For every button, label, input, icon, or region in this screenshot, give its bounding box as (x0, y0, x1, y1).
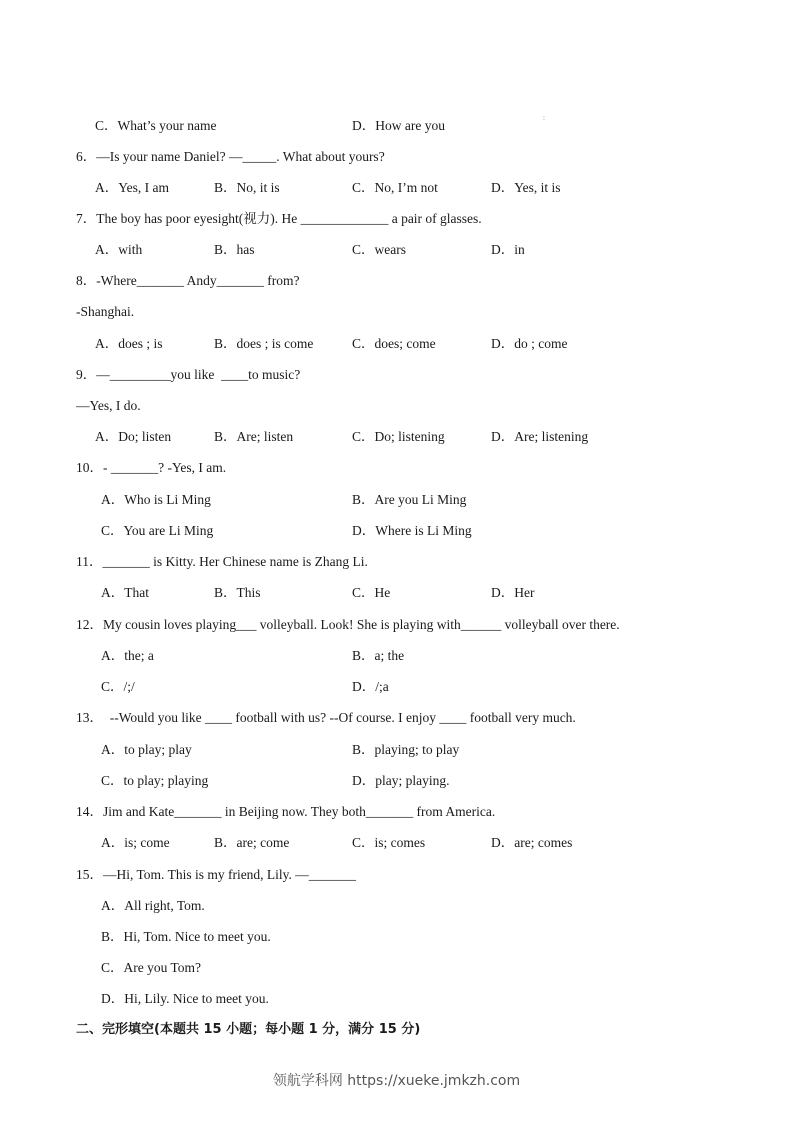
q13-option-a: A．to play; play (101, 742, 192, 757)
q5-option-c: C．What’s your name (95, 118, 217, 133)
footer-watermark: 领航学科网 https://xueke.jmkzh.com (272, 1073, 521, 1089)
q14-option-c: C．is; comes (352, 835, 426, 850)
q14-option-b: B．are; come (214, 835, 290, 850)
q6-option-d: D．Yes, it is (491, 180, 561, 195)
q15-option-d: D．Hi, Lily. Nice to meet you. (101, 991, 269, 1006)
q8-option-b: B．does ; is come (214, 336, 314, 351)
q9-answer-line: —Yes, I do. (76, 398, 141, 413)
q7-option-d: D．in (491, 242, 525, 257)
q6-option-c: C．No, I’m not (352, 180, 438, 195)
q8-option-c: C．does; come (352, 336, 436, 351)
q10-option-d: D．Where is Li Ming (352, 523, 472, 538)
q15-option-c: C．Are you Tom? (101, 960, 202, 975)
q11-option-b: B．This (214, 585, 261, 600)
q9-option-a: A．Do; listen (95, 429, 172, 444)
q12-option-c: C．/;/ (101, 679, 135, 694)
q9-option-c: C．Do; listening (352, 429, 445, 444)
section-2-heading: 二、完形填空(本题共 15 小题；每小题 1 分，满分 15 分) (76, 1022, 421, 1037)
q8-option-a: A．does ; is (95, 336, 163, 351)
q14-option-a: A．is; come (101, 835, 170, 850)
corner-mark: : (543, 114, 545, 122)
q8-stem: 8．-Where_______ Andy_______ from? (76, 273, 300, 288)
q10-option-a: A．Who is Li Ming (101, 492, 211, 507)
q7-option-a: A．with (95, 242, 143, 257)
q13-stem: 13． --Would you like ____ football with us? --Of course. I enjoy ____ football very much. (76, 710, 576, 725)
q10-stem: 10．- _______? -Yes, I am. (76, 460, 227, 475)
q11-stem: 11．_______ is Kitty. Her Chinese name is Zhang Li. (76, 554, 368, 569)
q11-option-c: C．He (352, 585, 391, 600)
q6-stem: 6．—Is your name Daniel? —_____. What about yours? (76, 149, 385, 164)
q13-option-c: C．to play; playing (101, 773, 209, 788)
q15-option-a: A．All right, Tom. (101, 898, 205, 913)
q15-stem: 15．—Hi, Tom. This is my friend, Lily. —_______ (76, 867, 357, 882)
q11-option-d: D．Her (491, 585, 535, 600)
q12-option-a: A．the; a (101, 648, 154, 663)
q10-option-c: C．You are Li Ming (101, 523, 214, 538)
q6-option-a: A．Yes, I am (95, 180, 170, 195)
q12-option-b: B．a; the (352, 648, 405, 663)
q9-option-b: B．Are; listen (214, 429, 294, 444)
q13-option-d: D．play; playing. (352, 773, 450, 788)
q15-option-b: B．Hi, Tom. Nice to meet you. (101, 929, 271, 944)
q8-answer-line: -Shanghai. (76, 304, 135, 319)
q11-option-a: A．That (101, 585, 149, 600)
q13-option-b: B．playing; to play (352, 742, 460, 757)
q14-option-d: D．are; comes (491, 835, 573, 850)
q5-option-d: D．How are you (352, 118, 445, 133)
q12-stem: 12．My cousin loves playing___ volleyball. Look! She is playing with______ volleyball over there. (76, 617, 620, 632)
q12-option-d: D．/;a (352, 679, 389, 694)
q7-option-b: B．has (214, 242, 255, 257)
q7-stem: 7．The boy has poor eyesight(视力). He _____________ a pair of glasses. (76, 211, 482, 226)
q9-option-d: D．Are; listening (491, 429, 589, 444)
q8-option-d: D．do ; come (491, 336, 568, 351)
q9-stem: 9．—_________you like ____to music? (76, 367, 301, 382)
q14-stem: 14．Jim and Kate_______ in Beijing now. They both_______ from America. (76, 804, 496, 819)
q7-option-c: C．wears (352, 242, 406, 257)
q6-option-b: B．No, it is (214, 180, 280, 195)
q10-option-b: B．Are you Li Ming (352, 492, 467, 507)
